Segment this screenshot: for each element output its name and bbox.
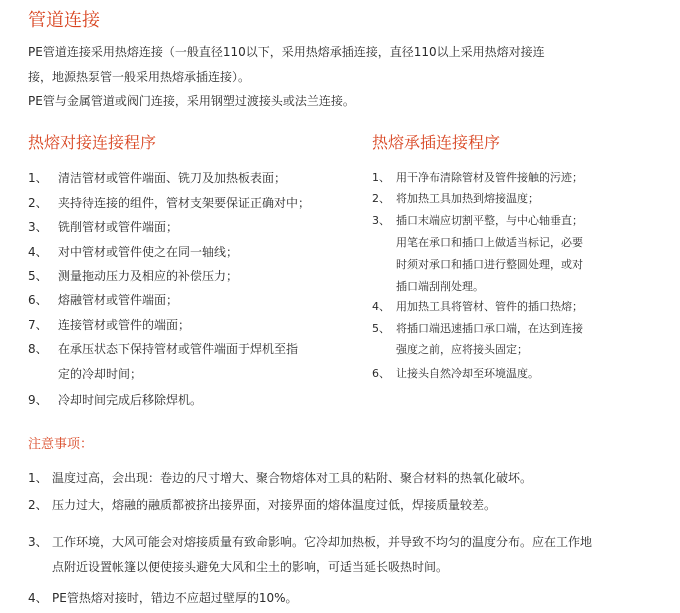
- item-text: 对中管材或管件使之在同一轴线；: [58, 245, 239, 259]
- notes-heading: 注意事项：: [28, 437, 94, 452]
- item-number: 5、: [372, 322, 390, 335]
- page-title: 管道连接: [28, 10, 100, 31]
- list-item: [28, 170, 286, 186]
- item-number: 3、: [28, 220, 48, 234]
- item-number: 3、: [372, 214, 390, 227]
- item-number: 2、: [28, 196, 48, 210]
- item-text: 清洁管材或管件端面、铣刀及加热板表面；: [58, 171, 287, 185]
- list-item: [28, 470, 532, 486]
- socket-fusion-heading: 热熔承插连接程序: [372, 133, 501, 152]
- item-number: 4、: [372, 300, 390, 313]
- item-text: 用加热工具将管材、管件的插口热熔；: [396, 300, 583, 313]
- item-text: 熔融管材或管件端面；: [58, 293, 179, 307]
- item-number: 2、: [372, 192, 390, 205]
- item-text: 压力过大，熔融的融质都被挤出接界面，对接界面的熔体温度过低，焊接质量较差。: [52, 498, 497, 512]
- list-item: [372, 191, 539, 206]
- list-item: [28, 219, 178, 235]
- list-item: [372, 257, 583, 272]
- item-text: 让接头自然冷却至环境温度。: [396, 367, 539, 380]
- item-number: 6、: [28, 293, 48, 307]
- item-number: 2、: [28, 498, 48, 512]
- list-item: [28, 497, 496, 513]
- intro-line-3: PE管与金属管道或阀门连接，采用钢塑过渡接头或法兰连接。: [28, 94, 355, 108]
- list-item: [372, 213, 583, 228]
- item-text: 在承压状态下保持管材或管件端面于焊机至指: [58, 342, 299, 356]
- item-text: PE管热熔对接时，错边不应超过壁厚的10%。: [52, 591, 298, 605]
- list-item: [28, 559, 448, 575]
- item-number: 6、: [372, 367, 390, 380]
- list-item: [372, 321, 583, 336]
- item-text: 插口末端应切割平整，与中心轴垂直；: [396, 214, 583, 227]
- list-item: [28, 590, 298, 606]
- intro-line-2: 接，地源热泵管一般采用热熔承插连接）。: [28, 70, 251, 84]
- intro-line-1: PE管道连接采用热熔连接（一般直径110以下，采用热熔承插连接，直径110以上采用热熔对接连: [28, 45, 545, 59]
- list-item: [28, 268, 238, 284]
- list-item: [28, 534, 592, 550]
- item-number: 7、: [28, 318, 48, 332]
- item-text: 用干净布清除管材及管件接触的污迹；: [396, 171, 583, 184]
- butt-fusion-heading: 热熔对接连接程序: [28, 133, 157, 152]
- item-number: 1、: [28, 471, 48, 485]
- list-item: [28, 366, 142, 382]
- item-text: 时须对承口和插口进行整圆处理，或对: [396, 258, 583, 271]
- list-item: [372, 235, 583, 250]
- item-text: 定的冷却时间；: [58, 367, 143, 381]
- list-item: [372, 279, 484, 294]
- list-item: [28, 392, 202, 408]
- list-item: [28, 292, 178, 308]
- list-item: [372, 342, 528, 357]
- item-number: 5、: [28, 269, 48, 283]
- item-text: 插口端刮削处理。: [396, 280, 484, 293]
- item-text: 将插口端迅速插口承口端，在达到连接: [396, 322, 583, 335]
- item-text: 点附近设置帐篷以便使接头避免大风和尘土的影响，可适当延长吸热时间。: [52, 560, 449, 574]
- item-number: 1、: [28, 171, 48, 185]
- item-number: 1、: [372, 171, 390, 184]
- item-number: 8、: [28, 342, 48, 356]
- list-item: [372, 366, 539, 381]
- item-text: 连接管材或管件的端面；: [58, 318, 191, 332]
- item-number: 4、: [28, 245, 48, 259]
- item-text: 工作环境，大风可能会对熔接质量有致命影响。它冷却加热板，并导致不均匀的温度分布。应在工作地: [52, 535, 593, 549]
- item-text: 温度过高，会出现：卷边的尺寸增大、聚合物熔体对工具的粘附、聚合材料的热氧化破坏。: [52, 471, 533, 485]
- item-text: 强度之前，应将接头固定；: [396, 343, 528, 356]
- item-number: 9、: [28, 393, 48, 407]
- list-item: [28, 195, 310, 211]
- list-item: [28, 341, 298, 357]
- item-text: 铣削管材或管件端面；: [58, 220, 179, 234]
- list-item: [372, 299, 583, 314]
- item-number: 3、: [28, 535, 48, 549]
- item-text: 用笔在承口和插口上做适当标记，必要: [396, 236, 583, 249]
- item-number: 4、: [28, 591, 48, 605]
- list-item: [28, 244, 238, 260]
- item-text: 冷却时间完成后移除焊机。: [58, 393, 203, 407]
- item-text: 夹持待连接的组件，管材支架要保证正确对中；: [58, 196, 311, 210]
- list-item: [28, 317, 190, 333]
- item-text: 测量拖动压力及相应的补偿压力；: [58, 269, 239, 283]
- list-item: [372, 170, 583, 185]
- item-text: 将加热工具加热到熔接温度；: [396, 192, 539, 205]
